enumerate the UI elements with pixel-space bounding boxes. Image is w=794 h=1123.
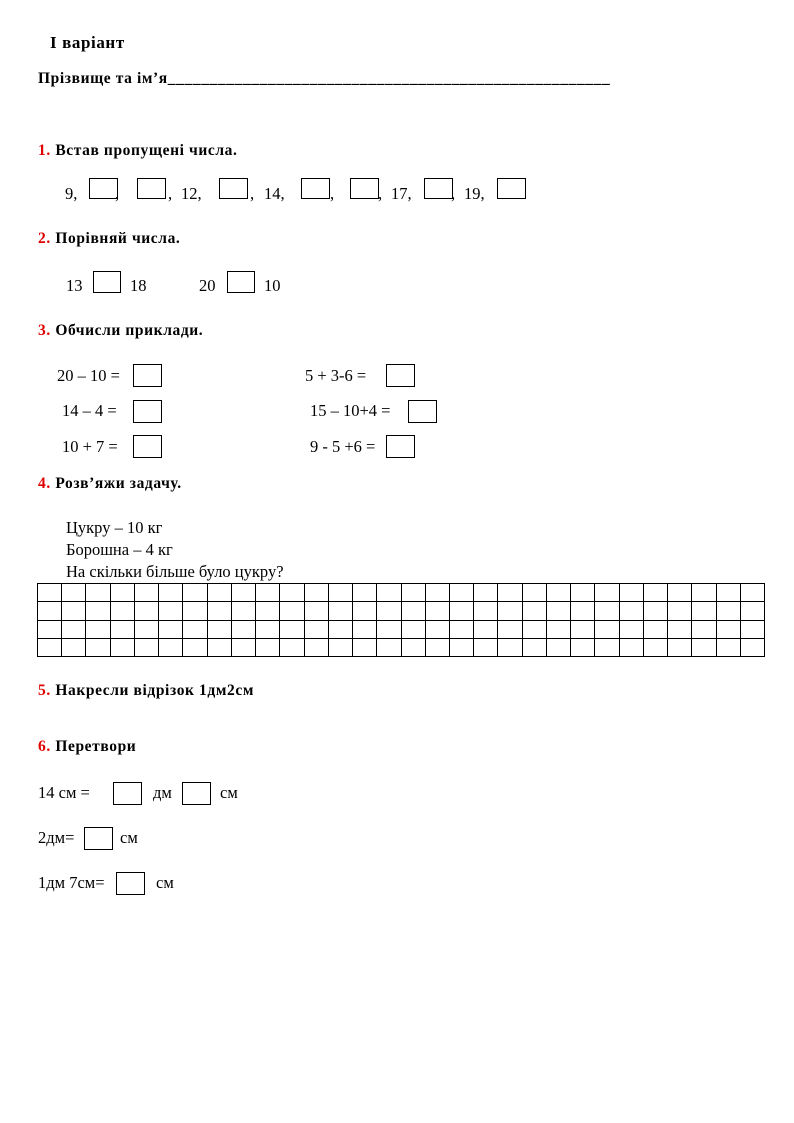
grid-cell xyxy=(159,584,183,602)
answer-box[interactable] xyxy=(133,364,162,387)
grid-cell xyxy=(426,621,450,639)
answer-box[interactable] xyxy=(133,435,162,458)
grid-cell xyxy=(135,621,159,639)
seq-item: 9, xyxy=(65,184,78,203)
grid-cell xyxy=(644,584,668,602)
grid-cell xyxy=(329,602,353,620)
grid-cell xyxy=(305,602,329,620)
grid-cell xyxy=(620,602,644,620)
grid-cell xyxy=(692,621,716,639)
grid-cell xyxy=(402,621,426,639)
grid-cell xyxy=(377,584,401,602)
grid-cell xyxy=(62,639,86,657)
task-6-heading xyxy=(38,738,136,756)
grid-cell xyxy=(111,639,135,657)
grid-cell xyxy=(474,621,498,639)
grid-cell xyxy=(280,602,304,620)
grid-cell xyxy=(305,584,329,602)
grid-cell xyxy=(741,602,765,620)
answer-box[interactable] xyxy=(116,872,145,895)
name-label: Прізвище та ім’я xyxy=(38,70,168,87)
answer-box[interactable] xyxy=(386,364,415,387)
grid-cell xyxy=(159,639,183,657)
unit-label: см xyxy=(120,828,138,847)
seq-item: , xyxy=(378,184,383,203)
grid-cell xyxy=(426,602,450,620)
grid-cell xyxy=(741,584,765,602)
variant-title: І варіант xyxy=(50,33,125,52)
grid-cell xyxy=(717,621,741,639)
grid-cell xyxy=(208,602,232,620)
grid-cell xyxy=(426,584,450,602)
grid-cell xyxy=(620,584,644,602)
grid-cell xyxy=(450,639,474,657)
grid-cell xyxy=(717,602,741,620)
grid-cell xyxy=(547,639,571,657)
problem-line: Борошна – 4 кг xyxy=(66,540,173,559)
grid-cell xyxy=(256,621,280,639)
grid-cell xyxy=(86,602,110,620)
name-line: _____________________________________________________ xyxy=(167,70,611,87)
grid-cell xyxy=(208,584,232,602)
grid-cell xyxy=(183,621,207,639)
grid-cell xyxy=(474,602,498,620)
grid-cell xyxy=(86,639,110,657)
answer-box[interactable] xyxy=(301,178,330,199)
answer-box[interactable] xyxy=(386,435,415,458)
grid-cell xyxy=(111,584,135,602)
grid-cell xyxy=(644,639,668,657)
grid-cell xyxy=(183,639,207,657)
grid-cell xyxy=(62,584,86,602)
answer-box[interactable] xyxy=(89,178,118,199)
grid-cell xyxy=(474,584,498,602)
grid-cell xyxy=(111,621,135,639)
grid-cell xyxy=(523,584,547,602)
grid-cell xyxy=(208,639,232,657)
grid-cell xyxy=(329,639,353,657)
task-1-title: Встав пропущені числа. xyxy=(55,142,238,159)
grid-cell xyxy=(644,621,668,639)
grid-cell xyxy=(329,584,353,602)
task-5-title: Накресли відрізок 1дм2см xyxy=(55,682,254,699)
grid-cell xyxy=(377,621,401,639)
grid-cell xyxy=(450,584,474,602)
grid-cell xyxy=(38,584,62,602)
grid-cell xyxy=(595,602,619,620)
grid-cell xyxy=(232,621,256,639)
grid-cell xyxy=(668,602,692,620)
grid-cell xyxy=(38,602,62,620)
task-5-heading xyxy=(38,682,254,700)
task-1-heading xyxy=(38,142,237,160)
grid-cell xyxy=(692,584,716,602)
grid-cell xyxy=(86,584,110,602)
grid-cell xyxy=(280,584,304,602)
grid-cell xyxy=(256,602,280,620)
answer-box[interactable] xyxy=(408,400,437,423)
grid-cell xyxy=(353,584,377,602)
seq-item: 14, xyxy=(264,184,285,203)
answer-box[interactable] xyxy=(113,782,142,805)
grid-cell xyxy=(305,621,329,639)
grid-cell xyxy=(38,639,62,657)
grid-cell xyxy=(741,621,765,639)
example-left: 14 – 4 = xyxy=(62,401,117,420)
grid-cell xyxy=(717,584,741,602)
task-3-number: 3. xyxy=(38,322,51,339)
grid-cell xyxy=(232,602,256,620)
answer-box[interactable] xyxy=(182,782,211,805)
grid-cell xyxy=(62,602,86,620)
unit-label: дм xyxy=(153,783,172,802)
example-left: 10 + 7 = xyxy=(62,437,118,456)
answer-box[interactable] xyxy=(133,400,162,423)
task-2-heading xyxy=(38,230,180,248)
grid-cell xyxy=(183,584,207,602)
example-right: 15 – 10+4 = xyxy=(310,401,391,420)
grid-cell xyxy=(280,639,304,657)
grid-cell xyxy=(668,584,692,602)
grid-cell xyxy=(450,602,474,620)
example-right: 9 - 5 +6 = xyxy=(310,437,376,456)
grid-cell xyxy=(741,639,765,657)
grid-cell xyxy=(329,621,353,639)
seq-item: 12, xyxy=(181,184,202,203)
grid-cell xyxy=(426,639,450,657)
answer-box[interactable] xyxy=(424,178,453,199)
grid-cell xyxy=(256,584,280,602)
grid-cell xyxy=(595,621,619,639)
grid-cell xyxy=(620,621,644,639)
grid-cell xyxy=(111,602,135,620)
grid-cell xyxy=(620,639,644,657)
grid-cell xyxy=(353,621,377,639)
grid-cell xyxy=(353,602,377,620)
compare-right: 10 xyxy=(264,276,281,295)
grid-cell xyxy=(644,602,668,620)
grid-cell xyxy=(159,602,183,620)
task-4-heading xyxy=(38,475,182,493)
grid-cell xyxy=(692,639,716,657)
grid-cell xyxy=(135,639,159,657)
grid-cell xyxy=(474,639,498,657)
grid-cell xyxy=(498,621,522,639)
grid-cell xyxy=(377,602,401,620)
grid-cell xyxy=(305,639,329,657)
grid-cell xyxy=(135,584,159,602)
compare-box[interactable] xyxy=(227,271,255,293)
task-2-number: 2. xyxy=(38,230,51,247)
grid-cell xyxy=(402,639,426,657)
task-6-title: Перетвори xyxy=(55,738,137,755)
compare-left: 20 xyxy=(199,276,216,295)
convert-lhs: 1дм 7см= xyxy=(38,873,105,892)
task-1-number: 1. xyxy=(38,142,51,159)
grid-cell xyxy=(377,639,401,657)
convert-lhs: 2дм= xyxy=(38,828,75,847)
grid-cell xyxy=(523,621,547,639)
grid-cell xyxy=(256,639,280,657)
grid-cell xyxy=(571,584,595,602)
task-3-heading xyxy=(38,322,203,340)
answer-box[interactable] xyxy=(137,178,166,199)
grid-cell xyxy=(668,639,692,657)
grid-cell xyxy=(86,621,110,639)
seq-item: , xyxy=(115,184,120,203)
grid-cell xyxy=(523,602,547,620)
seq-item: 19, xyxy=(464,184,485,203)
task-4-number: 4. xyxy=(38,475,51,492)
grid-cell xyxy=(498,584,522,602)
compare-box[interactable] xyxy=(93,271,121,293)
seq-item: , xyxy=(451,184,456,203)
problem-line: На скільки більше було цукру? xyxy=(66,562,284,581)
unit-label: см xyxy=(220,783,238,802)
grid-cell xyxy=(62,621,86,639)
grid-cell xyxy=(498,639,522,657)
seq-item: , xyxy=(250,184,255,203)
example-right: 5 + 3-6 = xyxy=(305,366,367,385)
seq-item: , xyxy=(330,184,335,203)
answer-box[interactable] xyxy=(497,178,526,199)
seq-item: , xyxy=(168,184,173,203)
grid-cell xyxy=(595,639,619,657)
grid-cell xyxy=(353,639,377,657)
grid-cell xyxy=(547,602,571,620)
grid-cell xyxy=(595,584,619,602)
answer-box[interactable] xyxy=(84,827,113,850)
solution-grid[interactable] xyxy=(37,583,765,657)
answer-box[interactable] xyxy=(350,178,379,199)
unit-label: см xyxy=(156,873,174,892)
task-4-title: Розв’яжи задачу. xyxy=(55,475,182,492)
compare-left: 13 xyxy=(66,276,83,295)
grid-cell xyxy=(232,584,256,602)
grid-cell xyxy=(668,621,692,639)
grid-cell xyxy=(135,602,159,620)
grid-cell xyxy=(498,602,522,620)
compare-right: 18 xyxy=(130,276,147,295)
grid-cell xyxy=(571,602,595,620)
grid-cell xyxy=(523,639,547,657)
task-3-title: Обчисли приклади. xyxy=(55,322,204,339)
grid-cell xyxy=(38,621,62,639)
grid-cell xyxy=(450,621,474,639)
seq-item: 17, xyxy=(391,184,412,203)
convert-lhs: 14 см = xyxy=(38,783,90,802)
grid-cell xyxy=(402,584,426,602)
grid-cell xyxy=(183,602,207,620)
task-5-number: 5. xyxy=(38,682,51,699)
grid-cell xyxy=(547,584,571,602)
grid-cell xyxy=(402,602,426,620)
grid-cell xyxy=(547,621,571,639)
grid-cell xyxy=(280,621,304,639)
example-left: 20 – 10 = xyxy=(57,366,120,385)
answer-box[interactable] xyxy=(219,178,248,199)
task-6-number: 6. xyxy=(38,738,51,755)
grid-cell xyxy=(717,639,741,657)
grid-cell xyxy=(159,621,183,639)
grid-cell xyxy=(208,621,232,639)
task-2-title: Порівняй числа. xyxy=(55,230,181,247)
problem-line: Цукру – 10 кг xyxy=(66,518,163,537)
grid-cell xyxy=(571,639,595,657)
name-field[interactable] xyxy=(38,70,610,88)
grid-cell xyxy=(232,639,256,657)
grid-cell xyxy=(692,602,716,620)
grid-cell xyxy=(571,621,595,639)
